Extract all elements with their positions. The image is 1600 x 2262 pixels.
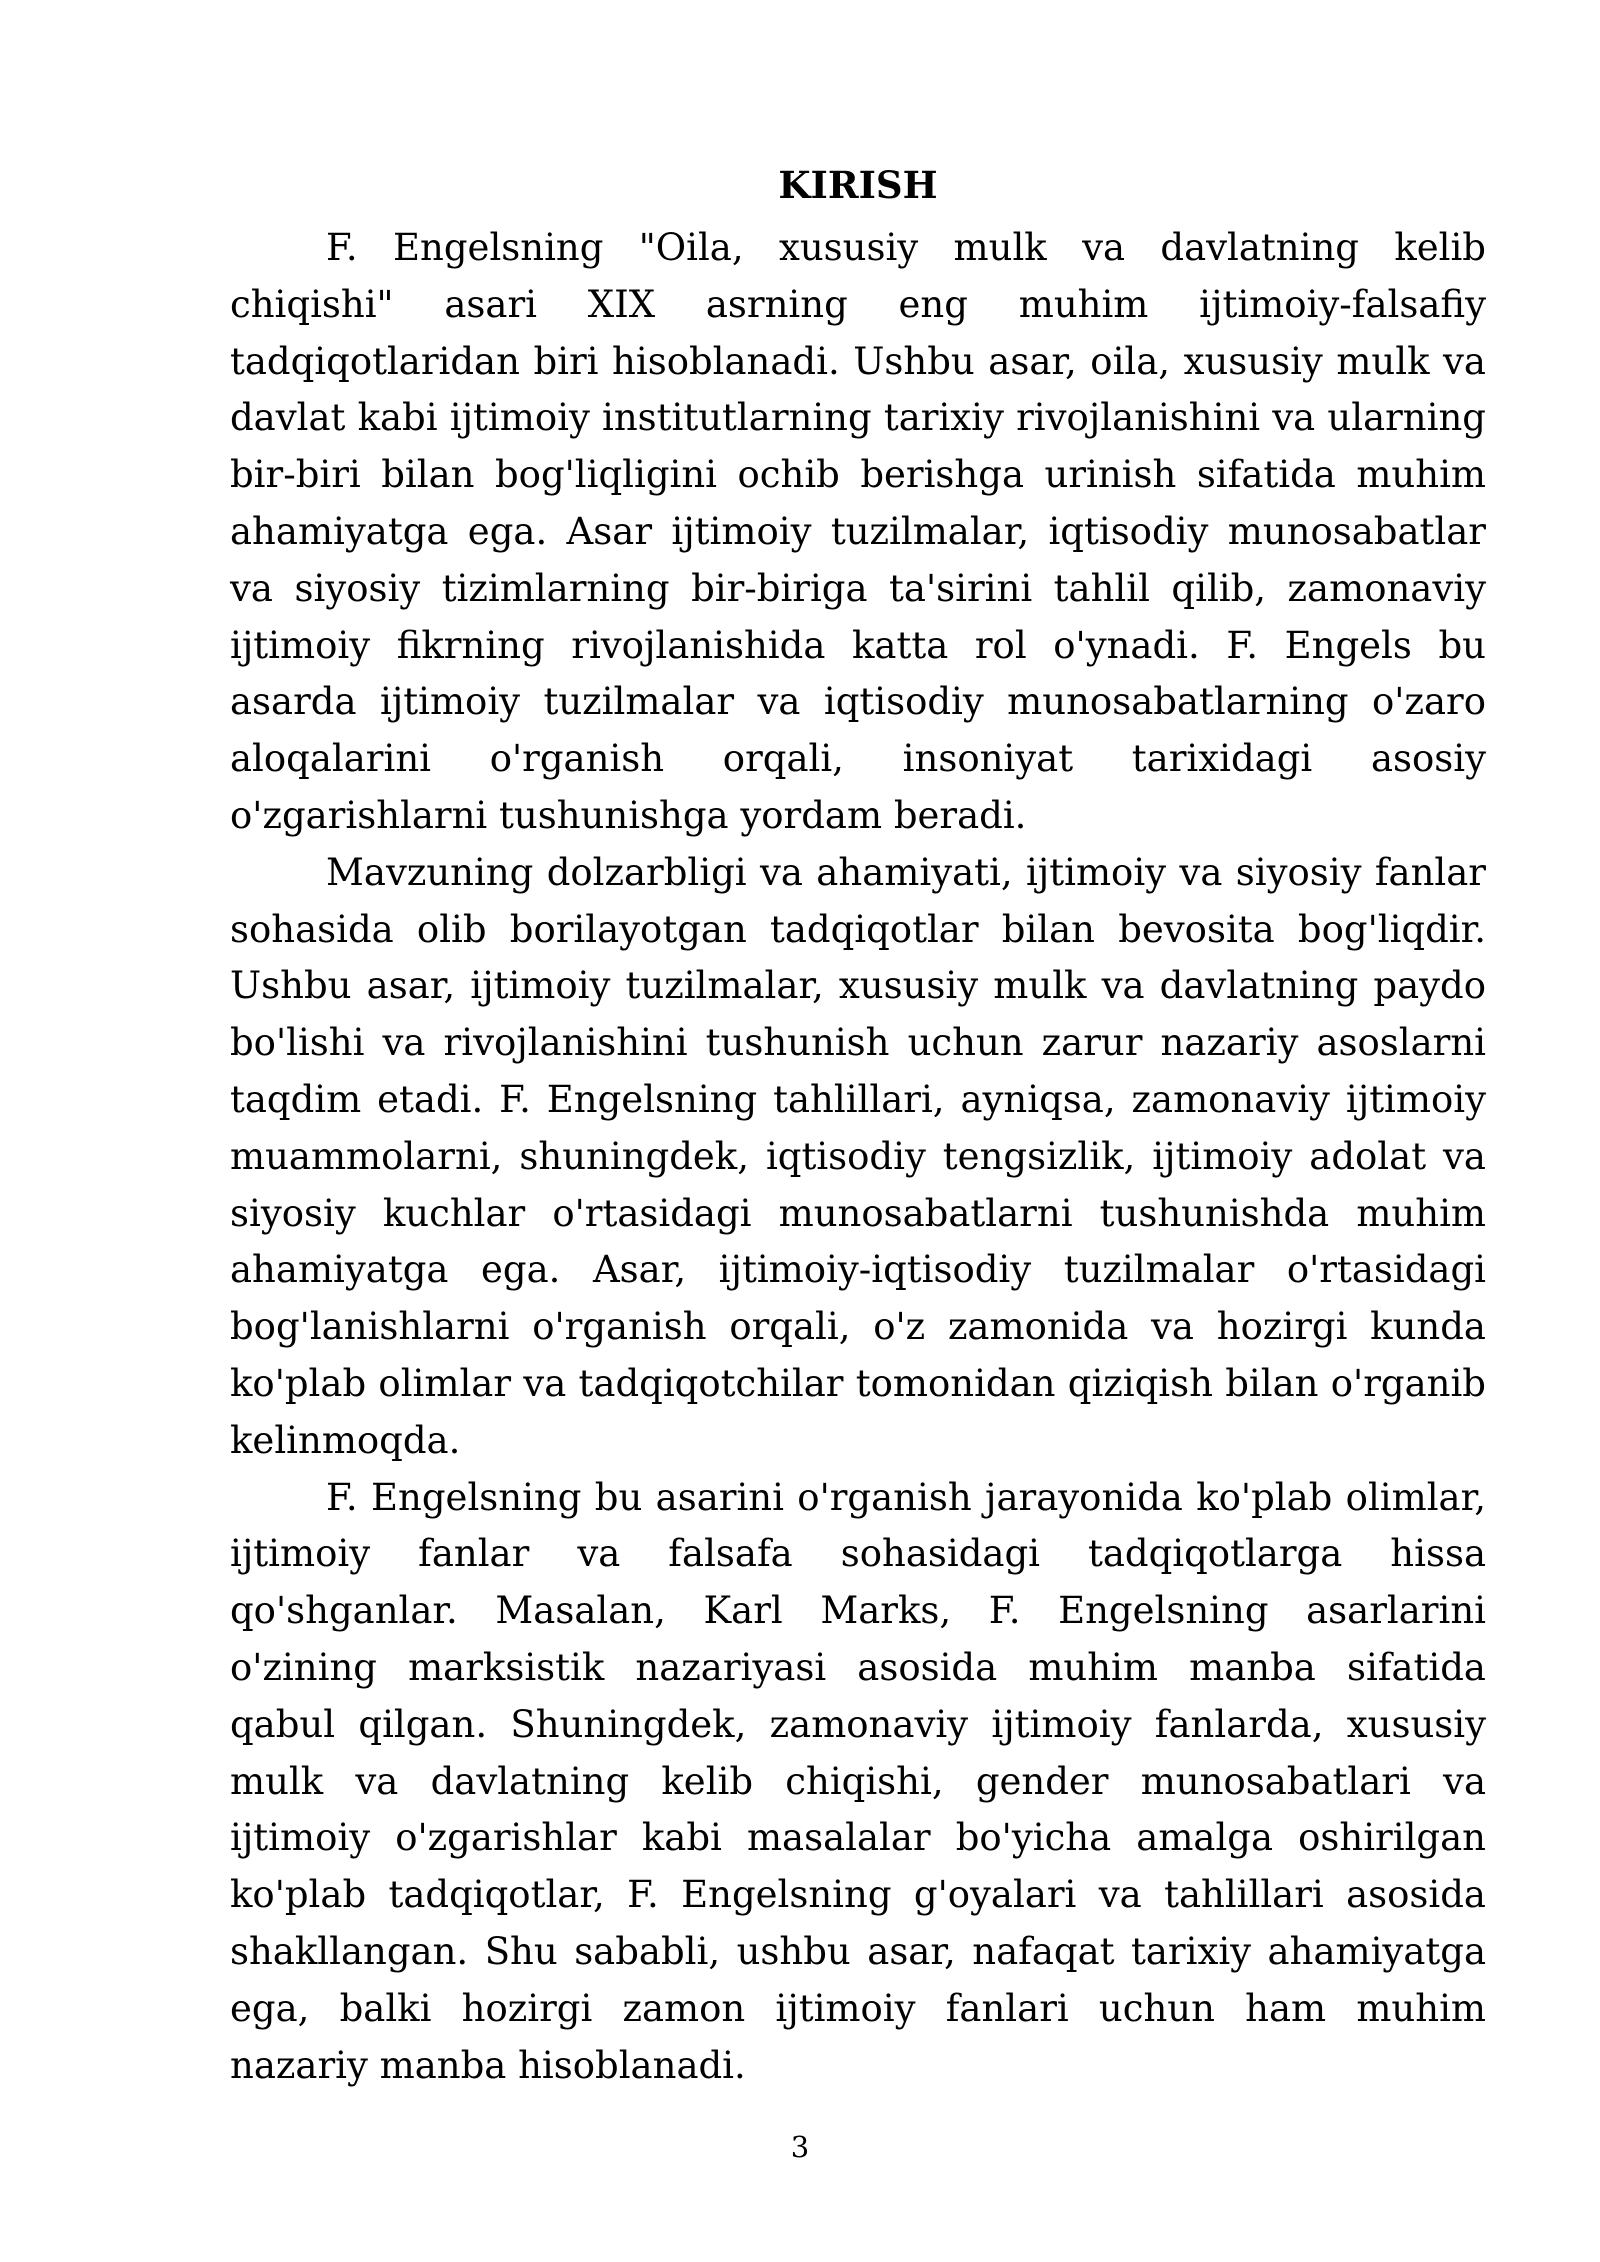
page-content bbox=[230, 150, 1486, 2094]
paragraph-introduction: F. Engelsning "Oila, xususiy mulk va davlatning kelib chiqishi" asari XIX asrning eng muhim ijtimoiy-falsafiy tadqiqotlaridan biri hisoblanadi. Ushbu asar, oila, xususiy mulk va davlat kabi ijtimoiy institutlarning tarixiy rivojlanishini va ularning bir-biri bilan bog'liqligini ochib berishga urinish sifatida muhim ahamiyatga ega. Asar ijtimoiy tuzilmalar, iqtisodiy munosabatlar va siyosiy tizimlarning bir-biriga ta'sirini tahlil qilib, zamonaviy ijtimoiy fikrning rivojlanishida katta rol o'ynadi. F. Engels bu asarda ijtimoiy tuzilmalar va iqtisodiy munosabatlarning o'zaro aloqalarini o'rganish orqali, insoniyat tarixidagi asosiy o'zgarishlarni tushunishga yordam beradi. bbox=[230, 226, 1486, 837]
paragraph-scholarship: F. Engelsning bu asarini o'rganish jarayonida ko'plab olimlar, ijtimoiy fanlar va falsafa sohasidagi tadqiqotlarga hissa qo'shganlar. Masalan, Karl Marks, F. Engelsning asarlarini o'zining marksistik nazariyasi asosida muhim manba sifatida qabul qilgan. Shuningdek, zamonaviy ijtimoiy fanlarda, xususiy mulk va davlatning kelib chiqishi, gender munosabatlari va ijtimoiy o'zgarishlar kabi masalalar bo'yicha amalga oshirilgan ko'plab tadqiqotlar, F. Engelsning g'oyalari va tahlillari asosida shakllangan. Shu sababli, ushbu asar, nafaqat tarixiy ahamiyatga ega, balki hozirgi zamon ijtimoiy fanlari uchun ham muhim nazariy manba hisoblanadi. bbox=[230, 1475, 1486, 2087]
page-number: 3 bbox=[790, 2130, 810, 2164]
page-title: KIRISH bbox=[778, 163, 938, 207]
paragraph-relevance: Mavzuning dolzarbligi va ahamiyati, ijtimoiy va siyosiy fanlar sohasida olib borilayotgan tadqiqotlar bilan bevosita bog'liqdir. Ushbu asar, ijtimoiy tuzilmalar, xususiy mulk va davlatning paydo bo'lishi va rivojlanishini tushunish uchun zarur nazariy asoslarni taqdim etadi. F. Engelsning tahlillari, ayniqsa, zamonaviy ijtimoiy muammolarni, shuningdek, iqtisodiy tengsizlik, ijtimoiy adolat va siyosiy kuchlar o'rtasidagi munosabatlarni tushunishda muhim ahamiyatga ega. Asar, ijtimoiy-iqtisodiy tuzilmalar o'rtasidagi bog'lanishlarni o'rganish orqali, o'z zamonida va hozirgi kunda ko'plab olimlar va tadqiqotchilar tomonidan qiziqish bilan o'rganib kelinmoqda. bbox=[230, 850, 1486, 1462]
